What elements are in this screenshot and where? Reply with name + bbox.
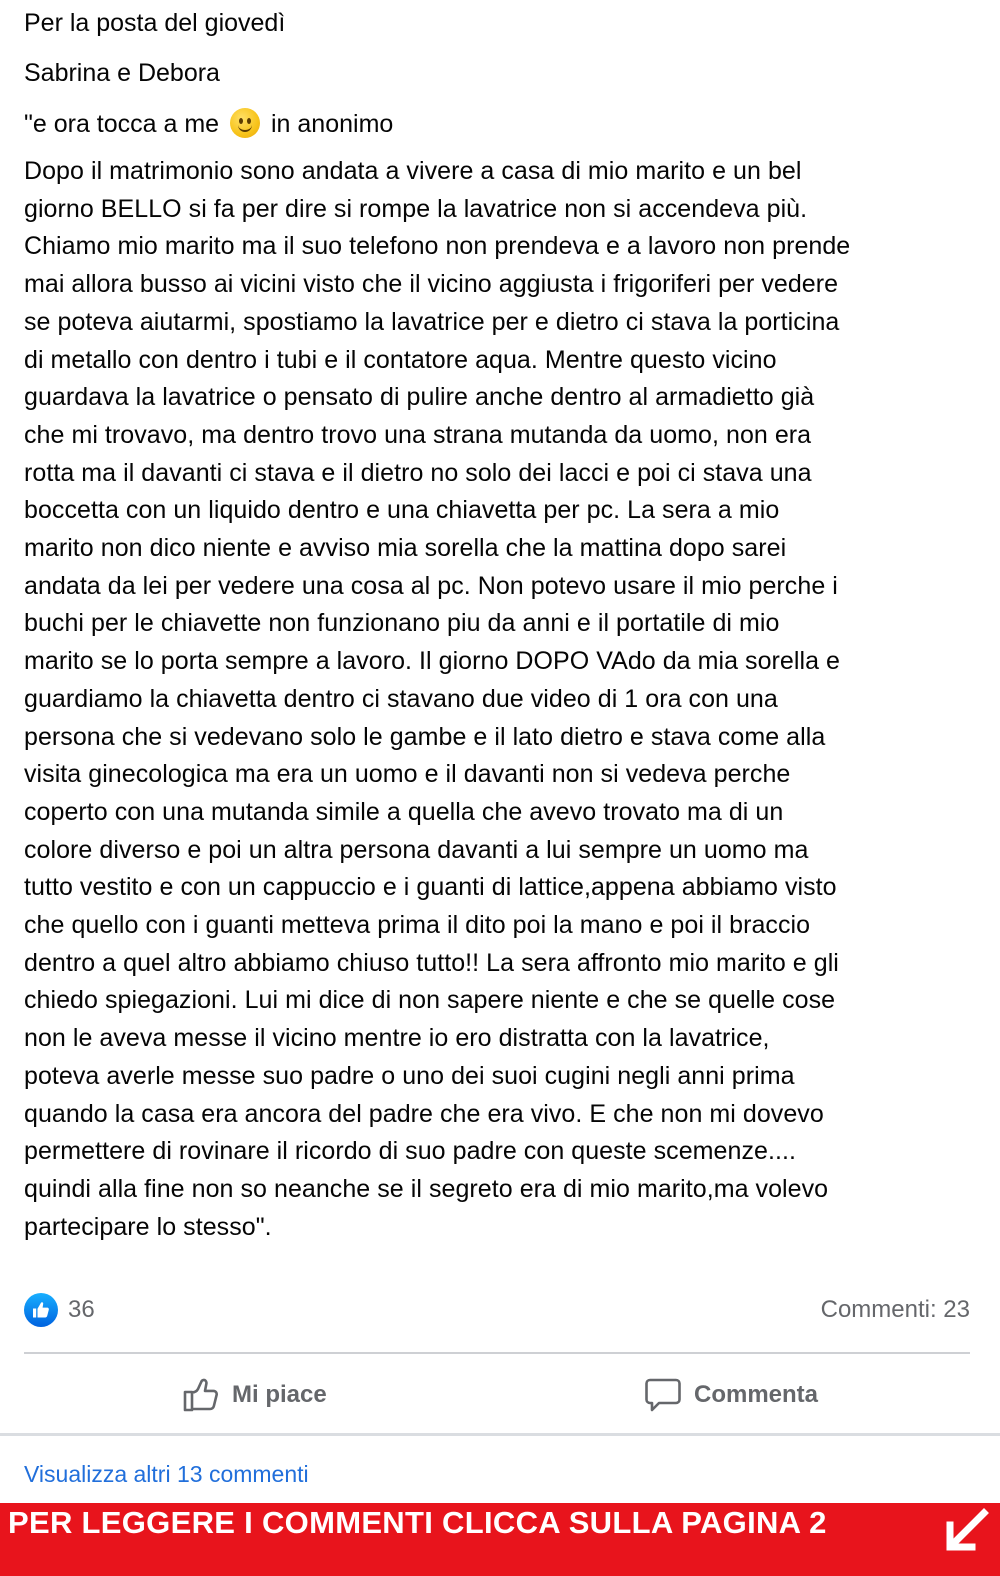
like-button-label: Mi piace [232, 1381, 327, 1408]
comments-count[interactable]: Commenti: 23 [820, 1296, 970, 1323]
view-more-comments-link[interactable]: Visualizza altri 13 commenti [24, 1461, 309, 1487]
post-line-3-text-start: "e ora tocca a me [24, 110, 220, 138]
comment-icon [644, 1376, 682, 1414]
arrow-down-left-icon [942, 1507, 990, 1555]
comment-button[interactable] [644, 1370, 818, 1420]
section-separator [0, 1433, 1000, 1436]
page-2-banner[interactable] [0, 1503, 1000, 1576]
like-button[interactable] [182, 1370, 327, 1420]
like-reaction-icon [24, 1293, 58, 1327]
banner-text: PER LEGGERE I COMMENTI CLICCA SULLA PAGINA 2 [8, 1505, 827, 1540]
thumbs-up-icon [182, 1376, 220, 1414]
post-line-1: Per la posta del giovedì [24, 9, 286, 37]
divider [24, 1352, 970, 1354]
post-line-2: Sabrina e Debora [24, 59, 220, 87]
post-line-3-text-end: in anonimo [271, 110, 394, 138]
like-count: 36 [68, 1296, 95, 1323]
post-line-3 [24, 108, 393, 139]
reactions-summary[interactable] [24, 1292, 95, 1328]
smiling-face-icon [230, 108, 260, 138]
post-body: Dopo il matrimonio sono andata a vivere a casa di mio marito e un bel giorno BELLO si fa per dire si rompe la lavatrice non si accendeva più. Chiamo mio marito ma il suo telefono non prendeva e a lavoro non prende mai allora busso ai vicini visto che il vicino aggiusta i frigoriferi per vedere se poteva aiutarmi, spostiamo la lavatrice per e dietro ci stava la porticina di metallo con dentro i tubi e il contatore aqua. Mentre questo vicino guardava la lavatrice o pensato di pulire anche dentro al armadietto già che mi trovavo, ma dentro trovo una strana mutanda da uomo, non era rotta ma il davanti ci stava e il dietro no solo dei lacci e poi ci stava una boccetta con un liquido dentro e una chiavetta per pc. La sera a mio marito non dico niente e avviso mia sorella che la mattina dopo sarei andata da lei per vedere una cosa al pc. Non potevo usare il mio perche i buchi per le chiavette non funzionano piu da anni e il portatile di mio marito se lo porta sempre a lavoro. Il giorno DOPO VAdo da mia sorella e guardiamo la chiavetta dentro ci stavano due video di 1 ora con una persona che si vedevano solo le gambe e il lato dietro e stava come alla visita ginecologica ma era un uomo e il davanti non si vedeva perche coperto con una mutanda simile a quella che avevo trovato ma di un colore diverso e poi un altra persona davanti a lui sempre un uomo ma tutto vestito e con un cappuccio e i guanti di lattice,appena abbiamo visto che quello con i guanti metteva prima il dito poi la mano e poi il braccio dentro a quel altro abbiamo chiuso tutto!! La sera affronto mio marito e gli chiedo spiegazioni. Lui mi dice di non sapere niente e che se quelle cose non le aveva messe il vicino mentre io ero distratta con la lavatrice, poteva averle messe suo padre o uno dei suoi cugini negli anni prima quando la casa era ancora del padre che era vivo. E che non mi dovevo permettere di rovinare il ricordo di suo padre con queste scemenze.... quindi alla fine non so neanche se il segreto era di mio marito,ma volevo partecipare lo stesso". [24, 157, 851, 1241]
comment-button-label: Commenta [694, 1381, 819, 1408]
